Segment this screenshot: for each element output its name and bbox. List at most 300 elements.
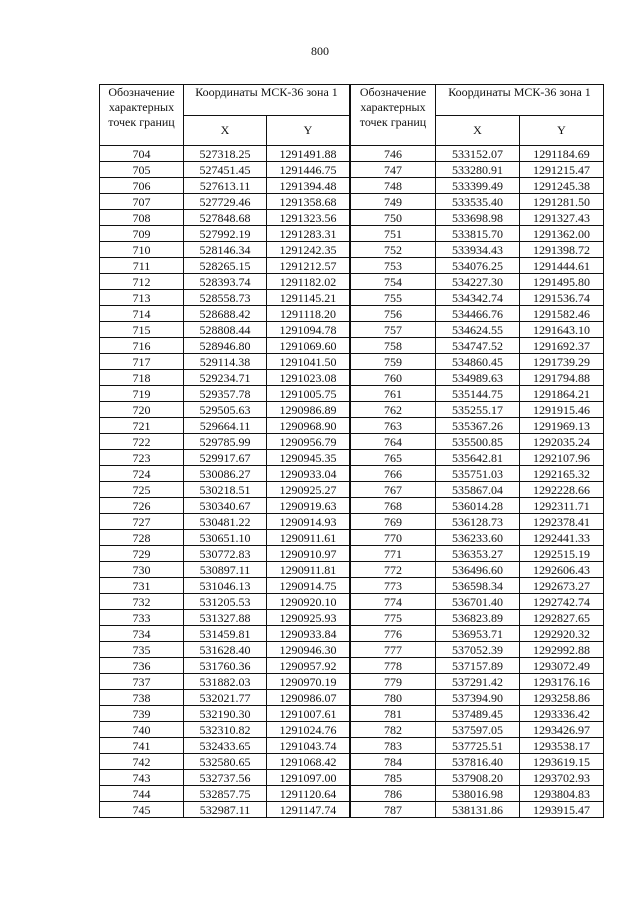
x-cell: 532021.77 [184, 690, 267, 706]
y-cell: 1292515.19 [520, 546, 604, 562]
point-id-cell: 729 [100, 546, 184, 562]
table-row [351, 578, 604, 594]
y-cell: 1291491.88 [267, 146, 350, 162]
point-id-cell: 767 [351, 482, 436, 498]
y-cell: 1291536.74 [520, 290, 604, 306]
y-cell: 1292827.65 [520, 610, 604, 626]
y-cell: 1291794.88 [520, 370, 604, 386]
table-row [351, 738, 604, 754]
table-row [100, 690, 350, 706]
y-cell: 1292742.74 [520, 594, 604, 610]
x-cell: 536953.71 [436, 626, 520, 642]
x-cell: 533152.07 [436, 146, 520, 162]
y-cell: 1291245.38 [520, 178, 604, 194]
point-id-cell: 745 [100, 802, 184, 818]
x-cell: 534989.63 [436, 370, 520, 386]
point-id-cell: 779 [351, 674, 436, 690]
y-cell: 1291023.08 [267, 370, 350, 386]
x-cell: 527848.68 [184, 210, 267, 226]
table-row [351, 530, 604, 546]
y-cell: 1292441.33 [520, 530, 604, 546]
point-id-cell: 769 [351, 514, 436, 530]
point-id-cell: 744 [100, 786, 184, 802]
table-row [351, 434, 604, 450]
point-id-cell: 750 [351, 210, 436, 226]
point-id-cell: 781 [351, 706, 436, 722]
x-cell: 527992.19 [184, 226, 267, 242]
y-cell: 1290914.75 [267, 578, 350, 594]
y-cell: 1291398.72 [520, 242, 604, 258]
table-row [351, 482, 604, 498]
point-id-cell: 748 [351, 178, 436, 194]
x-cell: 535751.03 [436, 466, 520, 482]
y-cell: 1292107.96 [520, 450, 604, 466]
x-cell: 532857.75 [184, 786, 267, 802]
point-id-cell: 755 [351, 290, 436, 306]
x-cell: 537489.45 [436, 706, 520, 722]
table-row [100, 802, 350, 818]
y-cell: 1290986.89 [267, 402, 350, 418]
y-cell: 1291643.10 [520, 322, 604, 338]
x-cell: 528808.44 [184, 322, 267, 338]
y-cell: 1291444.61 [520, 258, 604, 274]
table-row [351, 674, 604, 690]
x-cell: 537052.39 [436, 642, 520, 658]
x-cell: 534747.52 [436, 338, 520, 354]
x-cell: 531459.81 [184, 626, 267, 642]
y-cell: 1290946.30 [267, 642, 350, 658]
table-row [351, 194, 604, 210]
y-cell: 1290911.81 [267, 562, 350, 578]
point-id-cell: 780 [351, 690, 436, 706]
point-id-cell: 719 [100, 386, 184, 402]
x-cell: 536128.73 [436, 514, 520, 530]
x-cell: 527729.46 [184, 194, 267, 210]
table-row [100, 674, 350, 690]
table-row [100, 146, 350, 162]
x-cell: 529114.38 [184, 354, 267, 370]
point-id-cell: 786 [351, 786, 436, 802]
table-row [100, 274, 350, 290]
table-row [351, 322, 604, 338]
point-id-cell: 715 [100, 322, 184, 338]
y-cell: 1293176.16 [520, 674, 604, 690]
point-id-cell: 723 [100, 450, 184, 466]
point-id-cell: 710 [100, 242, 184, 258]
y-cell: 1291212.57 [267, 258, 350, 274]
point-id-cell: 765 [351, 450, 436, 466]
x-cell: 529664.11 [184, 418, 267, 434]
table-row [351, 626, 604, 642]
designation-header: Обозначение характерных точек границ [100, 85, 184, 146]
point-id-cell: 771 [351, 546, 436, 562]
table-row [100, 418, 350, 434]
y-cell: 1291024.76 [267, 722, 350, 738]
table-row [351, 690, 604, 706]
x-cell: 537394.90 [436, 690, 520, 706]
y-cell: 1292606.43 [520, 562, 604, 578]
table-row [351, 642, 604, 658]
point-id-cell: 746 [351, 146, 436, 162]
y-cell: 1291242.35 [267, 242, 350, 258]
point-id-cell: 725 [100, 482, 184, 498]
point-id-cell: 758 [351, 338, 436, 354]
table-row [100, 402, 350, 418]
y-cell: 1291323.56 [267, 210, 350, 226]
point-id-cell: 736 [100, 658, 184, 674]
x-cell: 527613.11 [184, 178, 267, 194]
table-row [100, 530, 350, 546]
point-id-cell: 731 [100, 578, 184, 594]
y-cell: 1291007.61 [267, 706, 350, 722]
x-cell: 527318.25 [184, 146, 267, 162]
x-cell: 538016.98 [436, 786, 520, 802]
point-id-cell: 775 [351, 610, 436, 626]
y-cell: 1292165.32 [520, 466, 604, 482]
x-cell: 533280.91 [436, 162, 520, 178]
y-cell: 1291362.00 [520, 226, 604, 242]
y-cell: 1293915.47 [520, 802, 604, 818]
y-cell: 1290920.10 [267, 594, 350, 610]
x-cell: 532737.56 [184, 770, 267, 786]
x-cell: 530340.67 [184, 498, 267, 514]
point-id-cell: 763 [351, 418, 436, 434]
x-cell: 536014.28 [436, 498, 520, 514]
point-id-cell: 761 [351, 386, 436, 402]
point-id-cell: 724 [100, 466, 184, 482]
y-cell: 1290945.35 [267, 450, 350, 466]
table-row [351, 594, 604, 610]
table-row [100, 178, 350, 194]
y-cell: 1291358.68 [267, 194, 350, 210]
designation-header: Обозначение характерных точек границ [351, 85, 436, 146]
y-cell: 1292378.41 [520, 514, 604, 530]
x-cell: 538131.86 [436, 802, 520, 818]
point-id-cell: 787 [351, 802, 436, 818]
x-cell: 532987.11 [184, 802, 267, 818]
table-row [351, 610, 604, 626]
point-id-cell: 717 [100, 354, 184, 370]
point-id-cell: 712 [100, 274, 184, 290]
table-row [351, 466, 604, 482]
y-cell: 1291147.74 [267, 802, 350, 818]
x-cell: 531628.40 [184, 642, 267, 658]
x-cell: 527451.45 [184, 162, 267, 178]
y-cell: 1292311.71 [520, 498, 604, 514]
x-cell: 529234.71 [184, 370, 267, 386]
y-cell: 1290914.93 [267, 514, 350, 530]
table-row [351, 210, 604, 226]
y-cell: 1291394.48 [267, 178, 350, 194]
table-row [351, 722, 604, 738]
x-cell: 532190.30 [184, 706, 267, 722]
point-id-cell: 756 [351, 306, 436, 322]
table-row [100, 354, 350, 370]
point-id-cell: 759 [351, 354, 436, 370]
x-cell: 528393.74 [184, 274, 267, 290]
table-row [351, 754, 604, 770]
table-body-right [351, 146, 604, 818]
table-row [100, 370, 350, 386]
y-cell: 1291094.78 [267, 322, 350, 338]
y-cell: 1293619.15 [520, 754, 604, 770]
table-row [351, 770, 604, 786]
x-cell: 530218.51 [184, 482, 267, 498]
table-row [100, 578, 350, 594]
x-cell: 533535.40 [436, 194, 520, 210]
x-cell: 534860.45 [436, 354, 520, 370]
y-cell: 1291969.13 [520, 418, 604, 434]
table-row [351, 706, 604, 722]
table-row [351, 386, 604, 402]
y-cell: 1293538.17 [520, 738, 604, 754]
y-cell: 1291184.69 [520, 146, 604, 162]
x-cell: 529505.63 [184, 402, 267, 418]
x-cell: 536353.27 [436, 546, 520, 562]
table-row [351, 450, 604, 466]
y-cell: 1291069.60 [267, 338, 350, 354]
point-id-cell: 705 [100, 162, 184, 178]
table-row [100, 562, 350, 578]
point-id-cell: 704 [100, 146, 184, 162]
y-cell: 1290957.92 [267, 658, 350, 674]
table-row [100, 610, 350, 626]
y-cell: 1292673.27 [520, 578, 604, 594]
point-id-cell: 721 [100, 418, 184, 434]
y-cell: 1290970.19 [267, 674, 350, 690]
x-cell: 537597.05 [436, 722, 520, 738]
table-row [351, 226, 604, 242]
table-row [351, 514, 604, 530]
y-cell: 1291215.47 [520, 162, 604, 178]
point-id-cell: 749 [351, 194, 436, 210]
y-cell: 1293426.97 [520, 722, 604, 738]
point-id-cell: 751 [351, 226, 436, 242]
table-row [100, 258, 350, 274]
y-cell: 1293804.83 [520, 786, 604, 802]
x-cell: 537908.20 [436, 770, 520, 786]
x-cell: 537816.40 [436, 754, 520, 770]
y-cell: 1290919.63 [267, 498, 350, 514]
point-id-cell: 718 [100, 370, 184, 386]
table-row [351, 290, 604, 306]
x-cell: 537725.51 [436, 738, 520, 754]
y-cell: 1291118.20 [267, 306, 350, 322]
table-row [100, 450, 350, 466]
y-cell: 1293702.93 [520, 770, 604, 786]
table-row [100, 722, 350, 738]
table-row [351, 162, 604, 178]
x-cell: 532310.82 [184, 722, 267, 738]
y-cell: 1291281.50 [520, 194, 604, 210]
y-header: Y [267, 116, 350, 146]
table-row [351, 146, 604, 162]
point-id-cell: 738 [100, 690, 184, 706]
x-cell: 530772.83 [184, 546, 267, 562]
table-row [100, 434, 350, 450]
x-cell: 536701.40 [436, 594, 520, 610]
table-row [100, 658, 350, 674]
y-cell: 1292035.24 [520, 434, 604, 450]
x-cell: 534227.30 [436, 274, 520, 290]
y-cell: 1291005.75 [267, 386, 350, 402]
table-row [100, 706, 350, 722]
point-id-cell: 735 [100, 642, 184, 658]
point-id-cell: 747 [351, 162, 436, 178]
point-id-cell: 770 [351, 530, 436, 546]
y-cell: 1290933.84 [267, 626, 350, 642]
y-cell: 1291582.46 [520, 306, 604, 322]
x-cell: 533934.43 [436, 242, 520, 258]
y-cell: 1292992.88 [520, 642, 604, 658]
point-id-cell: 742 [100, 754, 184, 770]
x-cell: 530481.22 [184, 514, 267, 530]
point-id-cell: 733 [100, 610, 184, 626]
point-id-cell: 768 [351, 498, 436, 514]
x-cell: 533399.49 [436, 178, 520, 194]
table-row [100, 514, 350, 530]
table-row [100, 738, 350, 754]
x-cell: 530897.11 [184, 562, 267, 578]
point-id-cell: 777 [351, 642, 436, 658]
table-row [351, 658, 604, 674]
table-row [100, 162, 350, 178]
x-cell: 532580.65 [184, 754, 267, 770]
table-row [100, 210, 350, 226]
x-header: X [436, 116, 520, 146]
point-id-cell: 713 [100, 290, 184, 306]
y-cell: 1291864.21 [520, 386, 604, 402]
point-id-cell: 716 [100, 338, 184, 354]
y-cell: 1290986.07 [267, 690, 350, 706]
table-row [351, 338, 604, 354]
y-cell: 1293258.86 [520, 690, 604, 706]
table-row [351, 418, 604, 434]
table-row [351, 306, 604, 322]
point-id-cell: 708 [100, 210, 184, 226]
point-id-cell: 743 [100, 770, 184, 786]
point-id-cell: 730 [100, 562, 184, 578]
x-cell: 533815.70 [436, 226, 520, 242]
table-row [100, 626, 350, 642]
y-cell: 1291327.43 [520, 210, 604, 226]
table-row [351, 258, 604, 274]
table-row [351, 402, 604, 418]
table-row [100, 386, 350, 402]
x-cell: 537291.42 [436, 674, 520, 690]
y-cell: 1290968.90 [267, 418, 350, 434]
y-cell: 1291283.31 [267, 226, 350, 242]
x-cell: 528558.73 [184, 290, 267, 306]
point-id-cell: 773 [351, 578, 436, 594]
x-cell: 531205.53 [184, 594, 267, 610]
coords-header: Координаты МСК-36 зона 1 [436, 85, 604, 116]
y-cell: 1291120.64 [267, 786, 350, 802]
x-cell: 535867.04 [436, 482, 520, 498]
table-row [351, 178, 604, 194]
point-id-cell: 776 [351, 626, 436, 642]
point-id-cell: 727 [100, 514, 184, 530]
y-cell: 1290925.27 [267, 482, 350, 498]
point-id-cell: 772 [351, 562, 436, 578]
x-cell: 535144.75 [436, 386, 520, 402]
point-id-cell: 722 [100, 434, 184, 450]
point-id-cell: 714 [100, 306, 184, 322]
x-cell: 528146.34 [184, 242, 267, 258]
table-row [100, 242, 350, 258]
table-row [100, 466, 350, 482]
y-cell: 1290925.93 [267, 610, 350, 626]
table-row [351, 274, 604, 290]
point-id-cell: 706 [100, 178, 184, 194]
y-cell: 1290911.61 [267, 530, 350, 546]
y-cell: 1291068.42 [267, 754, 350, 770]
x-cell: 529917.67 [184, 450, 267, 466]
point-id-cell: 766 [351, 466, 436, 482]
point-id-cell: 737 [100, 674, 184, 690]
table-row [100, 594, 350, 610]
page-number: 800 [311, 44, 329, 58]
y-cell: 1290933.04 [267, 466, 350, 482]
point-id-cell: 740 [100, 722, 184, 738]
point-id-cell: 785 [351, 770, 436, 786]
table-row [100, 754, 350, 770]
point-id-cell: 732 [100, 594, 184, 610]
table-row [100, 322, 350, 338]
point-id-cell: 734 [100, 626, 184, 642]
y-cell: 1293336.42 [520, 706, 604, 722]
table-row [100, 642, 350, 658]
table-row [351, 498, 604, 514]
y-cell: 1293072.49 [520, 658, 604, 674]
table-row [100, 194, 350, 210]
x-cell: 535367.26 [436, 418, 520, 434]
x-cell: 530086.27 [184, 466, 267, 482]
table-row [100, 498, 350, 514]
point-id-cell: 760 [351, 370, 436, 386]
table-row [100, 482, 350, 498]
x-cell: 534466.76 [436, 306, 520, 322]
point-id-cell: 707 [100, 194, 184, 210]
coordinates-table-left [99, 84, 350, 818]
x-cell: 535642.81 [436, 450, 520, 466]
y-cell: 1291145.21 [267, 290, 350, 306]
table-row [351, 562, 604, 578]
x-cell: 533698.98 [436, 210, 520, 226]
x-cell: 535255.17 [436, 402, 520, 418]
y-cell: 1290910.97 [267, 546, 350, 562]
y-header: Y [520, 116, 604, 146]
x-cell: 529357.78 [184, 386, 267, 402]
x-cell: 536233.60 [436, 530, 520, 546]
x-cell: 536598.34 [436, 578, 520, 594]
y-cell: 1290956.79 [267, 434, 350, 450]
point-id-cell: 784 [351, 754, 436, 770]
point-id-cell: 762 [351, 402, 436, 418]
point-id-cell: 728 [100, 530, 184, 546]
y-cell: 1291495.80 [520, 274, 604, 290]
table-row [100, 546, 350, 562]
table-row [351, 242, 604, 258]
x-cell: 529785.99 [184, 434, 267, 450]
x-cell: 528688.42 [184, 306, 267, 322]
point-id-cell: 726 [100, 498, 184, 514]
table-row [351, 786, 604, 802]
table-row [100, 290, 350, 306]
coords-header: Координаты МСК-36 зона 1 [184, 85, 350, 116]
table-row [351, 354, 604, 370]
point-id-cell: 752 [351, 242, 436, 258]
